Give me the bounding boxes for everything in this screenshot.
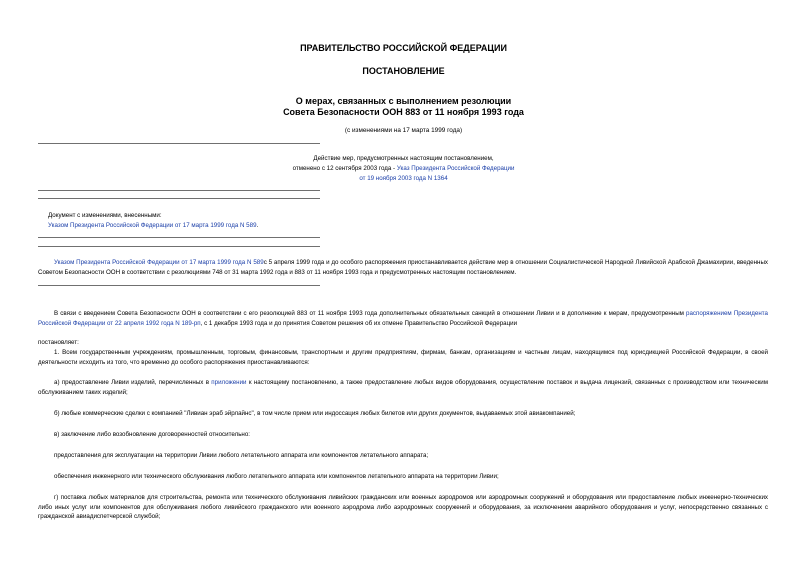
intro-paragraph: [38, 309, 768, 328]
divider: [38, 285, 320, 286]
paragraph-c: в) заключение либо возобновление договоренностей относительно:: [54, 431, 250, 438]
changes-label: Документ с изменениями, внесенными:: [48, 212, 162, 219]
intro-text-b: , с 1 декабря 1993 года и до принятия Советом решения об их отмене Правительство Российской Федерации: [200, 319, 518, 327]
paragraph-a-text-b: к настоящему постановлению, а также предоставление любых видов оборудования, осуществление поставок и выдача лицензий, связанных с производством или техническим обслуживанием таких изделий;: [38, 379, 768, 396]
decree-1364-date-link[interactable]: от 19 ноября 2003 года N 1364: [359, 175, 448, 182]
paragraph-a: [38, 378, 768, 397]
paragraph-c2: обеспечения инженерного или технического обслуживания любого летательного аппарата или компонентов летательного аппарата на территории Ливии;: [54, 473, 499, 480]
changes-suffix: .: [256, 222, 259, 229]
amendments-note: (с изменениями на 17 марта 1999 года): [344, 127, 463, 134]
notice-line2-text: отменено с 12 сентября 2003 года -: [292, 165, 397, 172]
divider: [38, 143, 320, 144]
government-name: ПРАВИТЕЛЬСТВО РОССИЙСКОЙ ФЕДЕРАЦИИ: [300, 43, 507, 53]
notice-line3: [0, 174, 807, 184]
divider: [38, 237, 320, 238]
paragraph-d: г) поставка любых материалов для строительства, ремонта или технического обслуживания ливийских гражданских или военных аэродромов или аэродромных сооружений и оборудования или предоставление любых инженерно-технических либо иных услуг или компонентов для обслуживания любого ливийского гражданского или военного аэродрома либо аэродромных сооружений и оборудования, за исключением аварийного оборудования и услуг, непосредственно связанных с гражданской авиадиспетчерской службой;: [38, 494, 768, 521]
document-title-line1: О мерах, связанных с выполнением резолюции: [295, 96, 512, 106]
divider: [38, 246, 320, 247]
order-189rp-link[interactable]: распоряжением Президента Российской Федерации от 22 апреля 1992 года N 189-рп: [38, 310, 768, 327]
document-type: ПОСТАНОВЛЕНИЕ: [362, 66, 445, 76]
notice-line1: Действие мер, предусмотренных настоящим постановлением,: [313, 155, 494, 162]
document-title-line2: Совета Безопасности ООН 883 от 11 ноября 1993 года: [283, 107, 524, 117]
intro-text-a: В связи с введением Совета Безопасности ООН в соответствии с его резолюцией 883 от 11 ноября 1993 года дополнительных обязательных санкций в отношении Ливии и в дополнение к мерам, предусмотренным: [54, 310, 687, 317]
paragraph-a-text-a: а) предоставление Ливии изделий, перечисленных в: [54, 379, 212, 386]
changes-line: [48, 221, 258, 231]
decree-paragraph: [38, 258, 768, 277]
appendix-link[interactable]: приложении: [211, 379, 247, 386]
decree-589-link[interactable]: Указом Президента Российской Федерации от 17 марта 1999 года N 589: [48, 222, 257, 229]
paragraph-b: б) любые коммерческие сделки с компанией "Ливиан эраб эйрлайнс", в том числе прием или индоссация любых билетов или других документов, выдаваемых этой авиакомпанией;: [54, 410, 576, 417]
paragraph-c1: предоставления для эксплуатации на территории Ливии любого летательного аппарата или компонентов летательного аппарата;: [54, 452, 429, 459]
paragraph-1: 1. Всем государственным учреждениям, промышленным, торговым, финансовым, транспортным и другим предприятиям, фирмам, банкам, организациям и частным лицам, находящимся под юрисдикцией Российской Федерации, в своей деятельности исходить из того, что временно до особого распоряжения приостанавливаются:: [38, 349, 768, 366]
resolves-text: постановляет:: [38, 339, 79, 346]
decree-1364-link[interactable]: Указ Президента Российской Федерации: [396, 165, 515, 172]
decree-589-inline-link[interactable]: Указом Президента Российской Федерации от 17 марта 1999 года N 589: [54, 259, 264, 266]
decree-paragraph-text: с 5 апреля 1999 года и до особого распоряжения приостанавливается действие мер в отношении Социалистической Народной Ливийской Арабской Джамахирии, введенных Советом Безопасности ООН в соответствии с резолюциями 748 от 31 марта 1992 года и 883 от 11 ноября 1993 года и предусмотренных настоящим постановлением.: [38, 259, 768, 276]
notice-line2: [0, 164, 807, 174]
divider: [38, 198, 320, 199]
divider: [38, 190, 320, 191]
